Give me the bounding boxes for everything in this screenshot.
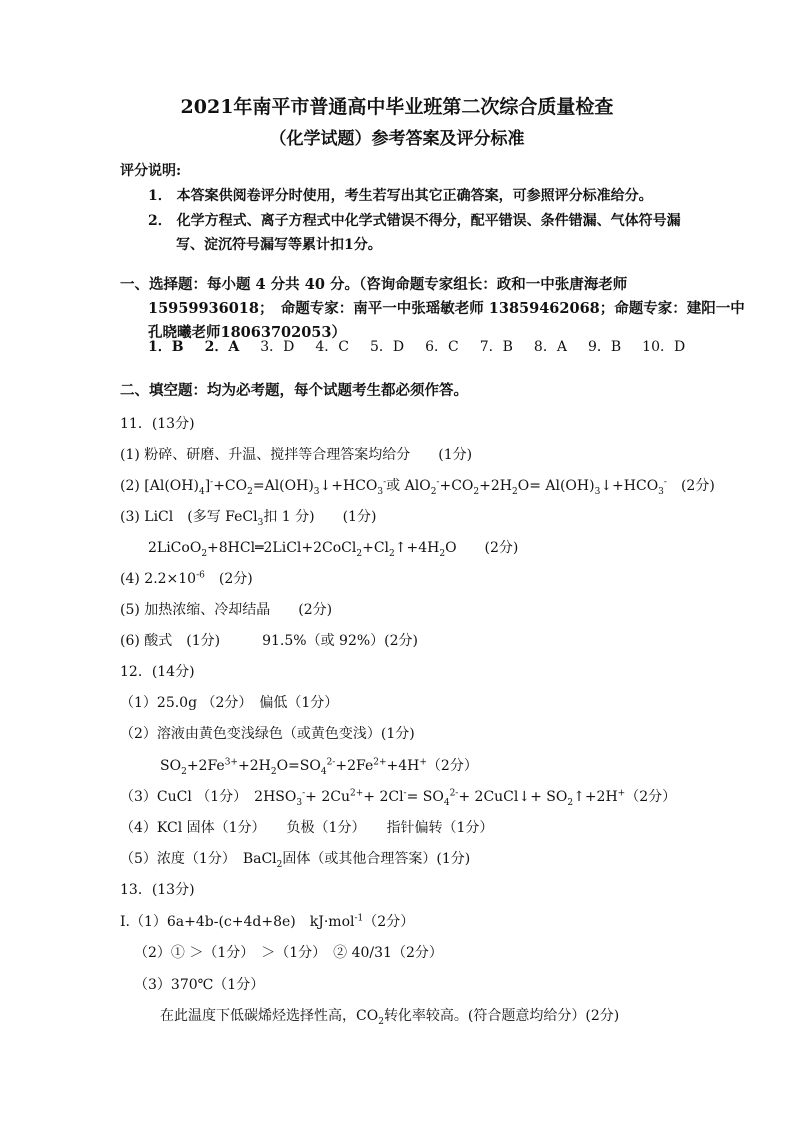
answer-7: 7．B (479, 339, 513, 355)
q13-part2: （2）① ＞（1分） ＞（1分） ② 40/31（2分） (134, 945, 443, 961)
answer-4: 4．C (315, 339, 349, 355)
q13-part3: （3）370℃（1分） (134, 977, 265, 993)
page-subtitle: （化学试题）参考答案及评分标准 (269, 129, 525, 149)
note-2-continued: 写、淀沉符号漏写等累计扣1分。 (176, 237, 382, 253)
q12-part5: （5）浓度（1分） BaCl$_2$固体（或其他合理答案）(1分) (120, 851, 471, 870)
notes-heading: 评分说明: (120, 163, 182, 179)
answer-3: 3．D (260, 339, 295, 355)
answer-10: 10．D (642, 339, 686, 355)
section1-heading-line3: 孔晓曦老师18063702053） (148, 324, 346, 341)
note-1: 1． 本答案供阅卷评分时使用，考生若写出其它正确答案，可参照评分标准给分。 (148, 188, 653, 204)
q11-heading: 11．(13分) (120, 416, 195, 432)
answer-6: 6．C (425, 339, 459, 355)
q13-part3-reason: 在此温度下低碳烯烃选择性高，$CO_2$转化率较高。(符合题意均给分）(2分) (160, 1008, 620, 1027)
q11-part1: (1) 粉碎、研磨、升温、搅拌等合理答案均给分 (1分) (120, 447, 473, 463)
q11-part2: (2) $[Al(OH)_4]^-+CO_2=Al(OH)_3↓+HCO_3^-$或 $AlO_2^-+CO_2+2H_2O=$ $Al(OH)_3↓+HCO_3^-$ (2分) (120, 477, 715, 497)
q12-part1: （1）25.0g （2分） 偏低（1分） (120, 695, 339, 711)
choice-answers (148, 337, 706, 357)
page-title: 2021年南平市普通高中毕业班第二次综合质量检查 (180, 96, 614, 118)
section1-heading-line2: 15959936018； 命题专家：南平一中张瑶敏老师 13859462068；命题专家：建阳一中 (148, 300, 745, 317)
note-2: 2． 化学方程式、离子方程式中化学式错误不得分，配平错误、条件错漏、气体符号漏 (148, 213, 681, 229)
q12-part4: （4）KCl 固体（1分） 负极（1分） 指针偏转（1分） (120, 820, 494, 836)
answer-9: 9．B (587, 339, 622, 355)
q11-part4: (4) $2.2\times 10^{-6}$ (2分) (120, 570, 253, 587)
q12-part3: （3）CuCl （1分） $2HSO_3^-+ 2Cu^{2+}+ 2Cl^-= SO_4^{2-}+$ 2CuCl↓+ $SO_2↑+2H^+(2$分） (120, 788, 677, 808)
q13-heading: 13．(13分) (120, 882, 195, 898)
q12-part2-equation: $SO_2+2Fe^{3+}+2H_2O=SO_4^{2-}+2Fe^{2+}+4H^+(2$分） (160, 757, 478, 777)
answer-2: 2．A (204, 339, 240, 355)
q11-part3: (3) LiCl (多写 FeCl$_3$扣 1 分) (1分) (120, 509, 377, 528)
section2-heading: 二、填空题：均为必考题，每个试题考生都必须作答。 (120, 382, 468, 399)
q11-part3-equation: $2LiCoO_2+8HCl═2LiCl+2CoCl_2+Cl_2↑+4H_2O$ (2分) (148, 540, 519, 559)
q11-part5: (5) 加热浓缩、冷却结晶 (2分) (120, 602, 333, 618)
section1-heading: 一、选择题：每小题 4 分共 40 分。（咨询命题专家组长：政和一中张唐海老师 (120, 276, 628, 293)
q12-part2: （2）溶液由黄色变浅绿色（或黄色变浅）(1分) (120, 726, 415, 742)
answer-5: 5．D (369, 339, 405, 355)
q13-part1: I.（1）6a+4b-(c+4d+8e) kJ·mol$^{-1}$（2分） (120, 913, 415, 930)
answer-8: 8．A (533, 339, 567, 355)
answer-1: 1．B (148, 339, 184, 355)
q12-heading: 12．(14分) (120, 664, 195, 680)
q11-part6: (6) 酸式 (1分) 91.5%（或 92%）(2分) (120, 633, 418, 649)
